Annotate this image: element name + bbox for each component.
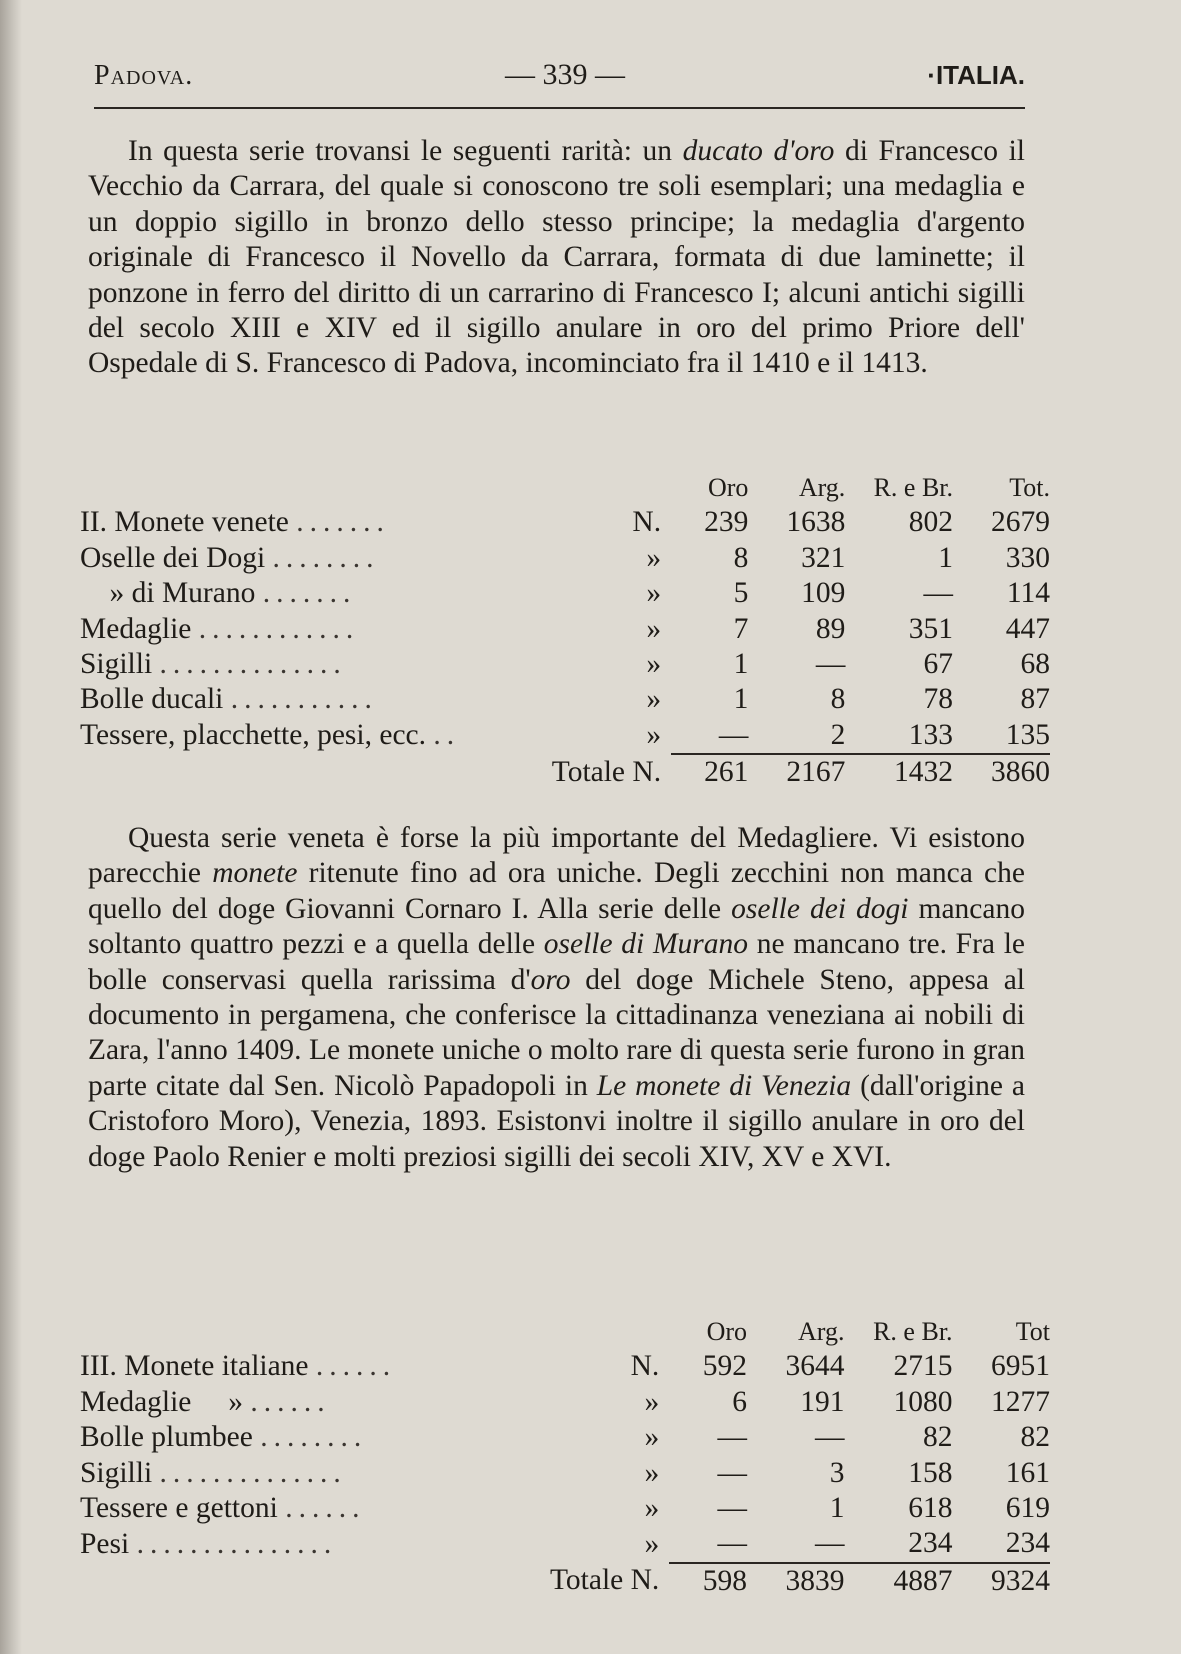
- cell-value: 1277: [991, 1385, 1050, 1418]
- cell-value: 114: [1006, 577, 1050, 610]
- cell-value: 618: [908, 1492, 953, 1525]
- row-label-cell: [80, 1491, 606, 1526]
- cell-value: 619: [1005, 1492, 1050, 1525]
- cell-value: 1080: [893, 1385, 953, 1418]
- cell-value: —: [717, 1456, 748, 1489]
- cell-value: 1: [733, 683, 749, 716]
- row-label-cell: [80, 612, 608, 647]
- leader-dots: ...............: [136, 1527, 338, 1560]
- total-value: 598: [669, 1563, 747, 1599]
- cell-value: 7: [733, 612, 749, 645]
- page-header: [80, 50, 1050, 100]
- table-row: [80, 1491, 1050, 1526]
- row-label: » di Murano: [80, 577, 256, 610]
- row-marker: »: [646, 719, 662, 752]
- table-row: [80, 541, 1050, 576]
- italic-term: monete: [212, 857, 298, 890]
- row-label: Tessere e gettoni: [80, 1492, 278, 1525]
- total-value: 2167: [748, 754, 845, 790]
- row-label: Medaglie »: [80, 1385, 244, 1418]
- cell-value: 2715: [893, 1350, 953, 1383]
- cell-value: —: [717, 1527, 748, 1560]
- leader-dots: ......: [315, 1350, 397, 1383]
- row-marker: »: [646, 683, 662, 716]
- cell-value: 447: [1005, 612, 1050, 645]
- cell-value: 109: [801, 577, 846, 610]
- row-label: Sigilli: [80, 648, 153, 681]
- row-label-cell: [80, 1526, 606, 1562]
- book-spine-shadow: [0, 0, 22, 1654]
- cell-value: 321: [801, 541, 846, 574]
- total-label: Totale N.: [549, 1564, 660, 1597]
- row-marker: N.: [630, 1350, 660, 1383]
- column-header: R. e Br.: [873, 1317, 953, 1346]
- leader-dots: ...........: [230, 683, 378, 716]
- cell-value: —: [815, 648, 846, 681]
- cell-value: 2679: [991, 506, 1050, 539]
- running-head-city: Padova.: [94, 60, 194, 91]
- cell-value: 67: [923, 648, 954, 681]
- cell-value: —: [717, 1421, 748, 1454]
- table-row: [80, 1456, 1050, 1491]
- cell-value: 1638: [786, 506, 846, 539]
- cell-value: 8: [830, 683, 846, 716]
- cell-value: 87: [1020, 683, 1050, 716]
- row-label-cell: [80, 718, 608, 754]
- cell-value: 234: [908, 1527, 953, 1560]
- cell-value: 89: [815, 612, 846, 645]
- cell-value: —: [814, 1421, 845, 1454]
- italic-term: oro: [530, 963, 571, 996]
- row-label: Tessere, placchette, pesi, ecc.: [80, 719, 427, 752]
- italic-term: Le monete di Venezia: [596, 1069, 852, 1102]
- header-spacer: [80, 1314, 606, 1349]
- cell-value: 5: [733, 577, 749, 610]
- cell-value: 6: [732, 1385, 748, 1418]
- header-spacer: [606, 1314, 669, 1349]
- cell-value: 135: [1005, 718, 1050, 751]
- cell-value: 68: [1020, 648, 1050, 681]
- italic-term: ducato d'oro: [682, 135, 835, 167]
- table-italian-series: [80, 1314, 1050, 1599]
- row-label: Medaglie: [80, 612, 192, 645]
- paragraph-venetian-series: [80, 821, 1050, 1175]
- table-row: [80, 505, 1050, 540]
- row-label: III. Monete italiane: [80, 1350, 309, 1383]
- table-header-row: [80, 470, 1050, 505]
- leader-dots: ......: [250, 1385, 331, 1418]
- text-run: del doge Michele Steno, appesa al documento in pergamena, che conferisce la cittadinanza veneziana ai nobili di Zara, l'anno 1409. Le monete uniche o molto rare di questa serie furono in gran parte citate dal Sen. Nicolò Papadopoli in: [88, 963, 1025, 1102]
- cell-value: —: [717, 1492, 748, 1525]
- table-row: [80, 612, 1050, 647]
- row-marker: »: [644, 1421, 660, 1454]
- table-row: [80, 1385, 1050, 1420]
- row-label-cell: [80, 1456, 606, 1491]
- total-value: 9324: [953, 1563, 1050, 1599]
- row-label: Oselle dei Dogi: [80, 541, 266, 574]
- cell-value: 161: [1005, 1456, 1050, 1489]
- row-label-cell: [80, 1349, 606, 1384]
- table-header-row: [80, 1314, 1050, 1349]
- cell-value: 133: [908, 718, 954, 751]
- cell-value: 158: [908, 1456, 953, 1489]
- leader-dots: ......: [285, 1492, 366, 1525]
- text-run: mancano soltanto quattro pezzi e a quella delle: [88, 892, 1025, 961]
- row-marker: »: [644, 1456, 660, 1489]
- leader-dots: ............: [198, 612, 360, 645]
- row-marker: »: [646, 541, 662, 574]
- row-label: Pesi: [80, 1527, 130, 1560]
- table-row: [80, 682, 1050, 717]
- cell-value: 239: [704, 506, 749, 539]
- paragraph-rarities: [80, 134, 1050, 382]
- cell-value: 1: [829, 1492, 845, 1525]
- row-marker: »: [646, 648, 662, 681]
- table-venetian-series: [80, 470, 1050, 791]
- table-row: [80, 1526, 1050, 1562]
- row-label-cell: [80, 647, 608, 682]
- cell-value: 82: [1020, 1421, 1050, 1454]
- row-label-cell: [80, 505, 608, 540]
- row-label-cell: [80, 1420, 606, 1455]
- text-run: ritenute fino ad ora uniche. Degli zecchini non manca che quello del doge Giovanni Cornaro I. Alla serie delle: [88, 857, 1025, 925]
- row-marker: N.: [632, 506, 662, 539]
- cell-value: —: [923, 577, 954, 610]
- total-value: 1432: [845, 754, 953, 790]
- table-row: [80, 647, 1050, 682]
- row-marker: »: [646, 577, 662, 610]
- leader-dots: .......: [296, 506, 390, 539]
- italic-term: oselle di Murano: [543, 928, 749, 961]
- header-spacer: [608, 470, 671, 505]
- row-label: Sigilli: [80, 1456, 153, 1489]
- row-marker: »: [644, 1385, 660, 1418]
- cell-value: 78: [923, 683, 954, 716]
- column-header: Oro: [707, 473, 749, 502]
- column-header: Tot.: [1009, 473, 1050, 502]
- cell-value: 330: [1005, 541, 1050, 574]
- header-spacer: [80, 470, 608, 505]
- cell-value: —: [718, 718, 749, 751]
- italic-term: oselle dei dogi: [731, 892, 909, 925]
- text-run: In questa serie trovansi le seguenti rarità: un: [128, 135, 683, 167]
- column-header: Oro: [706, 1317, 748, 1346]
- text-run: (dall'origine a Cristoforo Moro), Venezia, 1893. Esistonvi inoltre il sigillo anulare in oro del doge Paolo Renier e molti preziosi sigilli dei secoli XIV, XV e XVI.: [88, 1069, 1025, 1173]
- header-rule: [94, 107, 1025, 109]
- cell-value: 82: [923, 1421, 953, 1454]
- cell-value: —: [814, 1527, 845, 1560]
- total-row: [80, 1563, 1050, 1599]
- cell-value: 191: [800, 1385, 845, 1418]
- text-run: di Francesco il Vecchio da Carrara, del quale si conoscono tre soli esemplari; una medaglia e un doppio sigillo in bronzo dello stesso principe; la medaglia d'argento originale di Francesco il Novello da Carrara, formata di due laminette; il ponzone in ferro del diritto di un carrarino di Francesco I; alcuni antichi sigilli del secolo XIII e XIV ed il sigillo anulare in oro del primo Priore dell' Ospedale di S. Francesco di Padova, incominciato fra il 1410 e il 1413.: [88, 135, 1026, 380]
- cell-value: 802: [908, 506, 954, 539]
- total-label: Totale N.: [551, 755, 662, 788]
- column-header: Arg.: [798, 473, 846, 502]
- table-row: [80, 1420, 1050, 1455]
- cell-value: 592: [702, 1350, 748, 1383]
- leader-dots: .......: [262, 577, 357, 610]
- cell-value: 3: [829, 1456, 845, 1489]
- total-value: 4887: [844, 1563, 952, 1599]
- total-row: [80, 754, 1050, 790]
- text-run: ne mancano tre. Fra le bolle conservasi quella rarissima d': [88, 928, 1025, 996]
- table-row: [80, 1349, 1050, 1384]
- row-marker: »: [644, 1527, 660, 1560]
- total-value: 3860: [953, 754, 1050, 790]
- leader-dots: ........: [272, 541, 380, 574]
- total-value: 261: [671, 754, 748, 790]
- row-label: Bolle plumbee: [80, 1421, 253, 1454]
- column-header: R. e Br.: [873, 473, 954, 502]
- text-run: Questa serie veneta è forse la più importante del Medagliere. Vi esistono parecchie: [88, 822, 1025, 890]
- cell-value: 8: [733, 541, 749, 574]
- leader-dots: ..............: [159, 1456, 347, 1489]
- row-label-cell: [80, 682, 608, 717]
- book-page: [80, 50, 1050, 1597]
- row-label: II. Monete venete: [80, 506, 289, 539]
- cell-value: 1: [938, 541, 954, 574]
- column-header: Arg.: [798, 1317, 845, 1346]
- cell-value: 6951: [991, 1350, 1050, 1383]
- cell-value: 1: [733, 648, 749, 681]
- leader-dots: ..: [433, 719, 461, 752]
- row-marker: »: [646, 612, 662, 645]
- running-head-country: ·ITALIA.: [927, 60, 1025, 90]
- page-number: — 339 —: [505, 58, 625, 91]
- table-row: [80, 576, 1050, 611]
- leader-dots: ........: [260, 1421, 368, 1454]
- cell-value: 3644: [785, 1350, 845, 1383]
- cell-value: 351: [908, 612, 954, 645]
- leader-dots: ..............: [159, 648, 347, 681]
- total-value: 3839: [747, 1563, 844, 1599]
- row-label: Bolle ducali: [80, 683, 224, 716]
- row-label-cell: [80, 541, 608, 576]
- row-label-cell: [80, 1385, 606, 1420]
- cell-value: 2: [830, 718, 846, 751]
- row-marker: »: [644, 1492, 660, 1525]
- row-label-cell: [80, 576, 608, 611]
- table-row: [80, 718, 1050, 754]
- cell-value: 234: [1005, 1527, 1050, 1560]
- column-header: Tot: [1015, 1317, 1050, 1346]
